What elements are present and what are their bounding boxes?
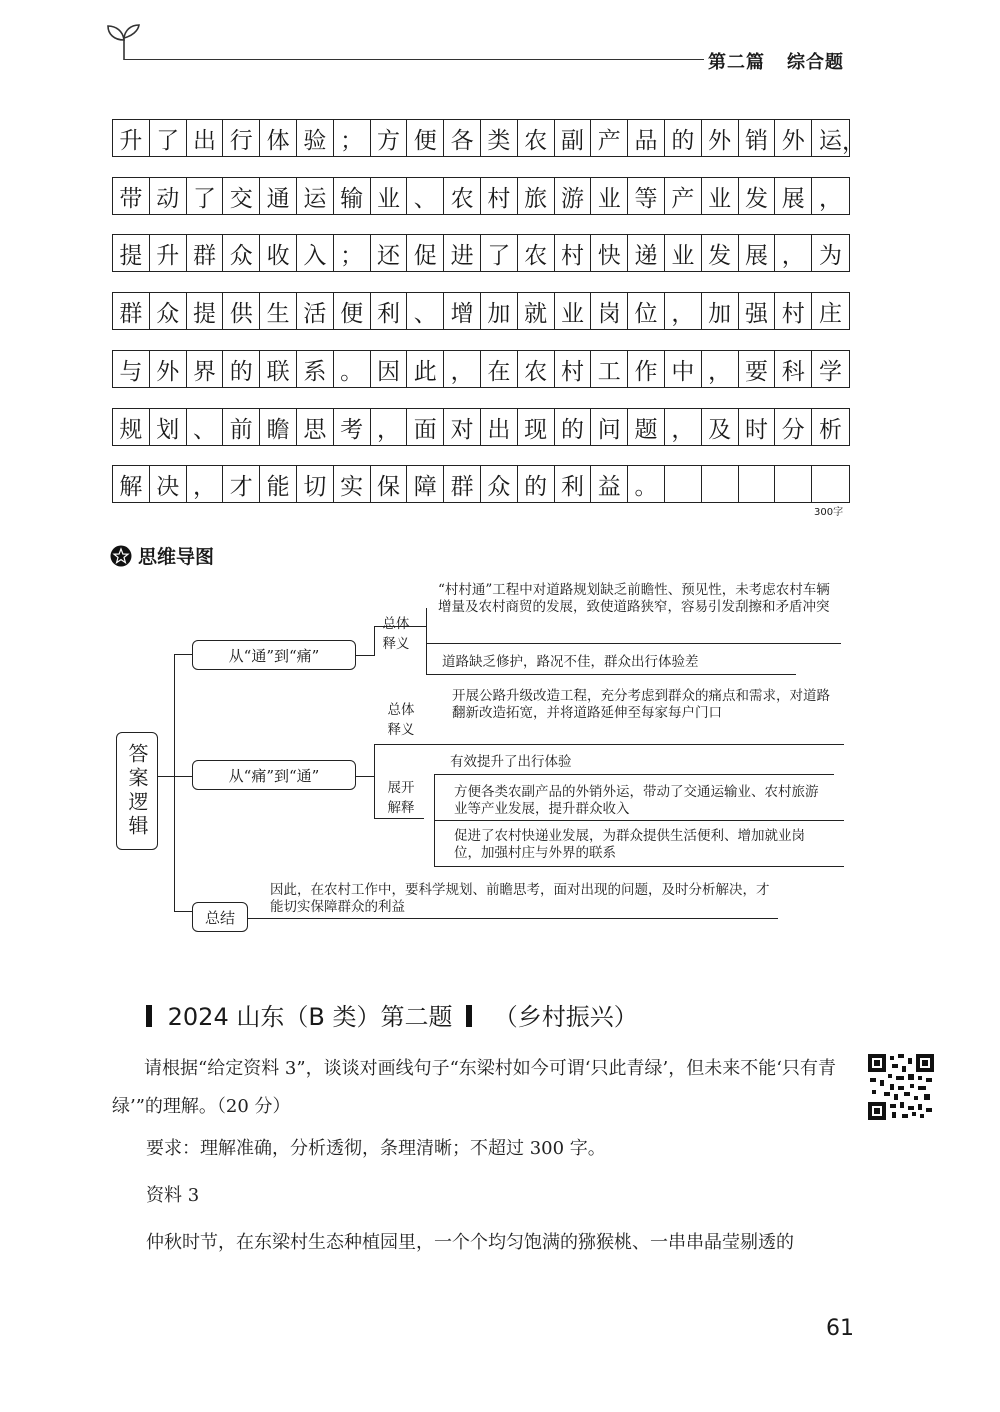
grid-cell: 加 — [702, 293, 739, 329]
header-title — [708, 48, 844, 74]
header-rule — [124, 59, 704, 60]
grid-cell: ， — [775, 235, 812, 271]
grid-cell: 此 — [407, 351, 444, 387]
branch1-connector — [356, 655, 374, 656]
grid-cell: ， — [371, 409, 408, 445]
grid-row — [112, 292, 850, 330]
grid-cell: 出 — [187, 120, 224, 156]
grid-cell: 各 — [444, 120, 481, 156]
grid-cell: 运 — [819, 127, 843, 154]
branch1-box — [192, 640, 356, 670]
trunk-root-line — [158, 776, 174, 777]
grid-cell: 业 — [591, 178, 628, 214]
branch2-box — [192, 760, 356, 790]
grid-cell: 业 — [555, 293, 592, 329]
grid-cell: 的 — [555, 409, 592, 445]
grid-cell: 销 — [739, 120, 776, 156]
branch1-label: 从“通”到“痛” — [228, 646, 320, 665]
grid-cell: 为 — [819, 242, 843, 269]
grid-cell: 、 — [407, 178, 444, 214]
question-requirement: 要求：理解准确，分析透彻，条理清晰；不超过 300 字。 — [146, 1138, 606, 1159]
grid-cell: 村 — [775, 293, 812, 329]
grid-cell: 产 — [665, 178, 702, 214]
grid-cell: 现 — [518, 409, 555, 445]
grid-cell: 规 — [113, 409, 150, 445]
grid-cell: 的 — [518, 466, 555, 502]
grid-cell: 等 — [628, 178, 665, 214]
grid-cell: 面 — [407, 409, 444, 445]
grid-cell: ； — [334, 235, 371, 271]
grid-cell: 能 — [260, 466, 297, 502]
grid-cell: 收 — [260, 235, 297, 271]
grid-cell: 瞻 — [260, 409, 297, 445]
branch2-item4-rule — [434, 866, 844, 867]
grid-row — [112, 408, 850, 446]
grid-cell: ， — [187, 466, 224, 502]
branch2-sub-label1: 总体释义 — [387, 702, 415, 738]
grid-cell — [775, 466, 812, 502]
grid-cell: 行 — [223, 120, 260, 156]
branch1-items-bracket — [426, 608, 427, 674]
branch3-item1: 因此，在农村工作中，要科学规划、前瞻思考，面对出现的问题，及时分析解决，才能切实保障群众的利益 — [270, 882, 770, 915]
grid-cell: 系 — [297, 351, 334, 387]
mindmap-heading-text: 思维导图 — [138, 546, 215, 568]
grid-cell: 实 — [334, 466, 371, 502]
branch2-bracket — [374, 744, 375, 818]
grid-cell: 出 — [481, 409, 518, 445]
grid-cell: 联 — [260, 351, 297, 387]
qr-code-icon — [868, 1054, 934, 1120]
grid-cell: 副 — [555, 120, 592, 156]
grid-cell: 在 — [481, 351, 518, 387]
grid-cell — [812, 466, 849, 502]
grid-cell: 利 — [371, 293, 408, 329]
grid-cell: 群 — [444, 466, 481, 502]
grid-cell — [702, 466, 739, 502]
grid-overflow-punct: ， — [842, 129, 865, 155]
grid-cell: 体 — [260, 120, 297, 156]
grid-cell: 时 — [739, 409, 776, 445]
grid-cell: 运 — [297, 178, 334, 214]
branch2-mid-rule — [374, 818, 424, 819]
grid-cell: 入 — [297, 235, 334, 271]
branch2-top-rule — [374, 744, 844, 745]
grid-cell: 析 — [819, 416, 843, 443]
question-tag: （乡村振兴） — [493, 1003, 638, 1031]
grid-cell: 工 — [591, 351, 628, 387]
mindmap-root-label: 答案逻辑 — [125, 743, 149, 839]
grid-cell: ， — [819, 185, 843, 212]
grid-cell: 才 — [223, 466, 260, 502]
grid-cell: 村 — [481, 178, 518, 214]
grid-cell: 农 — [518, 235, 555, 271]
grid-cell: 方 — [371, 120, 408, 156]
branch2-label: 从“痛”到“通” — [228, 766, 320, 785]
grid-cell: 众 — [481, 466, 518, 502]
grid-cell: 岗 — [591, 293, 628, 329]
grid-cell: 切 — [297, 466, 334, 502]
grid-cell: 发 — [702, 235, 739, 271]
grid-cell: 输 — [334, 178, 371, 214]
title-bar-right — [466, 1005, 472, 1027]
grid-cell: 村 — [555, 235, 592, 271]
grid-cell: 升 — [150, 235, 187, 271]
grid-cell: 通 — [260, 178, 297, 214]
material-text: 仲秋时节，在东梁村生态种植园里，一个个均匀饱满的猕猴桃、一串串晶莹剔透的 — [146, 1232, 794, 1253]
grid-cell: 解 — [113, 466, 150, 502]
question-prompt: 请根据“给定资料 3”，谈谈对画线句子“东梁村如今可谓‘只此青绿’，但未来不能‘只有青绿’”的理解。（20 分） — [112, 1058, 836, 1117]
grid-cell — [739, 466, 776, 502]
grid-cell: 众 — [223, 235, 260, 271]
grid-cell: 的 — [665, 120, 702, 156]
branch3-box — [192, 902, 248, 932]
grid-cell: 保 — [371, 466, 408, 502]
grid-cell: 外 — [150, 351, 187, 387]
grid-cell: 业 — [665, 235, 702, 271]
grid-cell: 就 — [518, 293, 555, 329]
grid-cell: 业 — [702, 178, 739, 214]
grid-row — [112, 119, 850, 157]
grid-cell: 、 — [187, 409, 224, 445]
grid-row — [112, 234, 850, 272]
grid-cell: 强 — [739, 293, 776, 329]
branch2-sub-label2: 展开解释 — [387, 780, 415, 816]
grid-cell: 决 — [150, 466, 187, 502]
grid-row — [112, 177, 850, 215]
grid-cell: 分 — [775, 409, 812, 445]
grid-cell: 众 — [150, 293, 187, 329]
branch1-item1: “村村通”工程中对道路规划缺乏前瞻性、预见性，未考虑农村车辆增量及农村商贸的发展，致使道路狭窄，容易引发刮擦和矛盾冲突 — [438, 582, 830, 615]
grid-cell: 业 — [371, 178, 408, 214]
grid-cell: 增 — [444, 293, 481, 329]
star-icon — [110, 545, 132, 567]
grid-cell: 。 — [334, 351, 371, 387]
grid-cell: 供 — [223, 293, 260, 329]
grid-cell: 考 — [334, 409, 371, 445]
grid-cell: 农 — [518, 351, 555, 387]
grid-cell: 。 — [628, 466, 665, 502]
trunk-line — [174, 654, 175, 911]
grid-cell: 障 — [407, 466, 444, 502]
grid-cell: ； — [334, 120, 371, 156]
grid-cell: 、 — [407, 293, 444, 329]
branch2-item3: 方便各类农副产品的外销外运，带动了交通运输业、农村旅游业等产业发展，提升群众收入 — [454, 784, 819, 817]
grid-cell: 验 — [297, 120, 334, 156]
grid-cell: 前 — [223, 409, 260, 445]
grid-cell: ， — [444, 351, 481, 387]
grid-cell: 了 — [187, 178, 224, 214]
branch1-item2: 道路缺乏修护，路况不佳，群众出行体验差 — [442, 654, 699, 670]
grid-cell: 外 — [775, 120, 812, 156]
grid-cell: 科 — [775, 351, 812, 387]
grid-cell: 游 — [555, 178, 592, 214]
grid-cell: 递 — [628, 235, 665, 271]
branch2-connector — [356, 776, 374, 777]
grid-cell: 界 — [187, 351, 224, 387]
grid-cell: 升 — [113, 120, 150, 156]
trunk-branch1-line — [174, 654, 192, 655]
trunk-branch3-line — [174, 911, 192, 912]
branch3-label: 总结 — [204, 908, 235, 927]
branch2-item2: 有效提升了出行体验 — [450, 754, 572, 770]
branch2-item1: 开展公路升级改造工程，充分考虑到群众的痛点和需求，对道路翻新改造拓宽，并将道路延伸至每家每户门口 — [452, 688, 830, 721]
branch1-bracket — [374, 626, 375, 656]
material-label: 资料 3 — [146, 1185, 200, 1206]
grid-cell: 题 — [628, 409, 665, 445]
word-count: 300字 — [814, 507, 844, 518]
grid-cell: 活 — [297, 293, 334, 329]
grid-cell: 动 — [150, 178, 187, 214]
grid-cell: 益 — [591, 466, 628, 502]
grid-cell: 促 — [407, 235, 444, 271]
mindmap-heading — [110, 542, 214, 569]
grid-row — [112, 465, 850, 503]
grid-cell: 的 — [223, 351, 260, 387]
sprout-logo-icon — [104, 22, 144, 62]
grid-cell: 生 — [260, 293, 297, 329]
trunk-branch2-line — [174, 776, 192, 777]
branch1-item2-rule — [426, 674, 796, 675]
grid-cell: 划 — [150, 409, 187, 445]
header-section: 综合题 — [787, 52, 844, 73]
branch2-item4: 促进了农村快递业发展，为群众提供生活便利、增加就业岗位，加强村庄与外界的联系 — [454, 828, 805, 861]
grid-cell: 群 — [113, 293, 150, 329]
grid-cell: 发 — [739, 178, 776, 214]
grid-cell: 便 — [407, 120, 444, 156]
mindmap-root — [116, 732, 158, 850]
grid-cell: 了 — [150, 120, 187, 156]
grid-cell: 产 — [591, 120, 628, 156]
grid-cell: 对 — [444, 409, 481, 445]
grid-cell: 因 — [371, 351, 408, 387]
grid-cell: 了 — [481, 235, 518, 271]
grid-cell: 提 — [187, 293, 224, 329]
grid-cell: 加 — [481, 293, 518, 329]
grid-cell: 旅 — [518, 178, 555, 214]
grid-cell: ， — [702, 351, 739, 387]
page-number: 61 — [826, 1316, 854, 1341]
branch1-sub-label: 总体释义 — [382, 616, 410, 652]
grid-cell: 展 — [739, 235, 776, 271]
branch1-item1-rule — [426, 643, 841, 644]
question-title: 2024 山东（B 类）第二题 — [167, 1003, 453, 1031]
section-title — [146, 997, 638, 1032]
grid-cell: ， — [665, 293, 702, 329]
grid-cell: 外 — [702, 120, 739, 156]
grid-cell: 与 — [113, 351, 150, 387]
grid-cell: 庄 — [819, 300, 843, 327]
grid-cell: 展 — [775, 178, 812, 214]
grid-cell: 问 — [591, 409, 628, 445]
grid-cell: 品 — [628, 120, 665, 156]
grid-cell: 农 — [444, 178, 481, 214]
grid-cell: 及 — [702, 409, 739, 445]
grid-cell: 要 — [739, 351, 776, 387]
grid-cell: 农 — [518, 120, 555, 156]
grid-cell: ， — [665, 409, 702, 445]
grid-cell: 快 — [591, 235, 628, 271]
grid-cell — [665, 466, 702, 502]
grid-row — [112, 350, 850, 388]
branch2-item2-rule — [434, 774, 834, 775]
title-bar-left — [146, 1005, 152, 1027]
grid-cell: 进 — [444, 235, 481, 271]
grid-cell: 思 — [297, 409, 334, 445]
grid-cell: 提 — [113, 235, 150, 271]
branch3-connector — [248, 918, 778, 919]
grid-cell: 学 — [819, 358, 843, 385]
grid-cell: 中 — [665, 351, 702, 387]
branch2-item3-rule — [434, 820, 844, 821]
grid-cell: 类 — [481, 120, 518, 156]
grid-cell: 还 — [371, 235, 408, 271]
grid-cell: 便 — [334, 293, 371, 329]
grid-cell: 村 — [555, 351, 592, 387]
grid-cell: 利 — [555, 466, 592, 502]
grid-cell: 作 — [628, 351, 665, 387]
header-part: 第二篇 — [708, 52, 765, 73]
grid-cell: 群 — [187, 235, 224, 271]
grid-cell: 位 — [628, 293, 665, 329]
grid-cell: 带 — [113, 178, 150, 214]
grid-cell: 交 — [223, 178, 260, 214]
